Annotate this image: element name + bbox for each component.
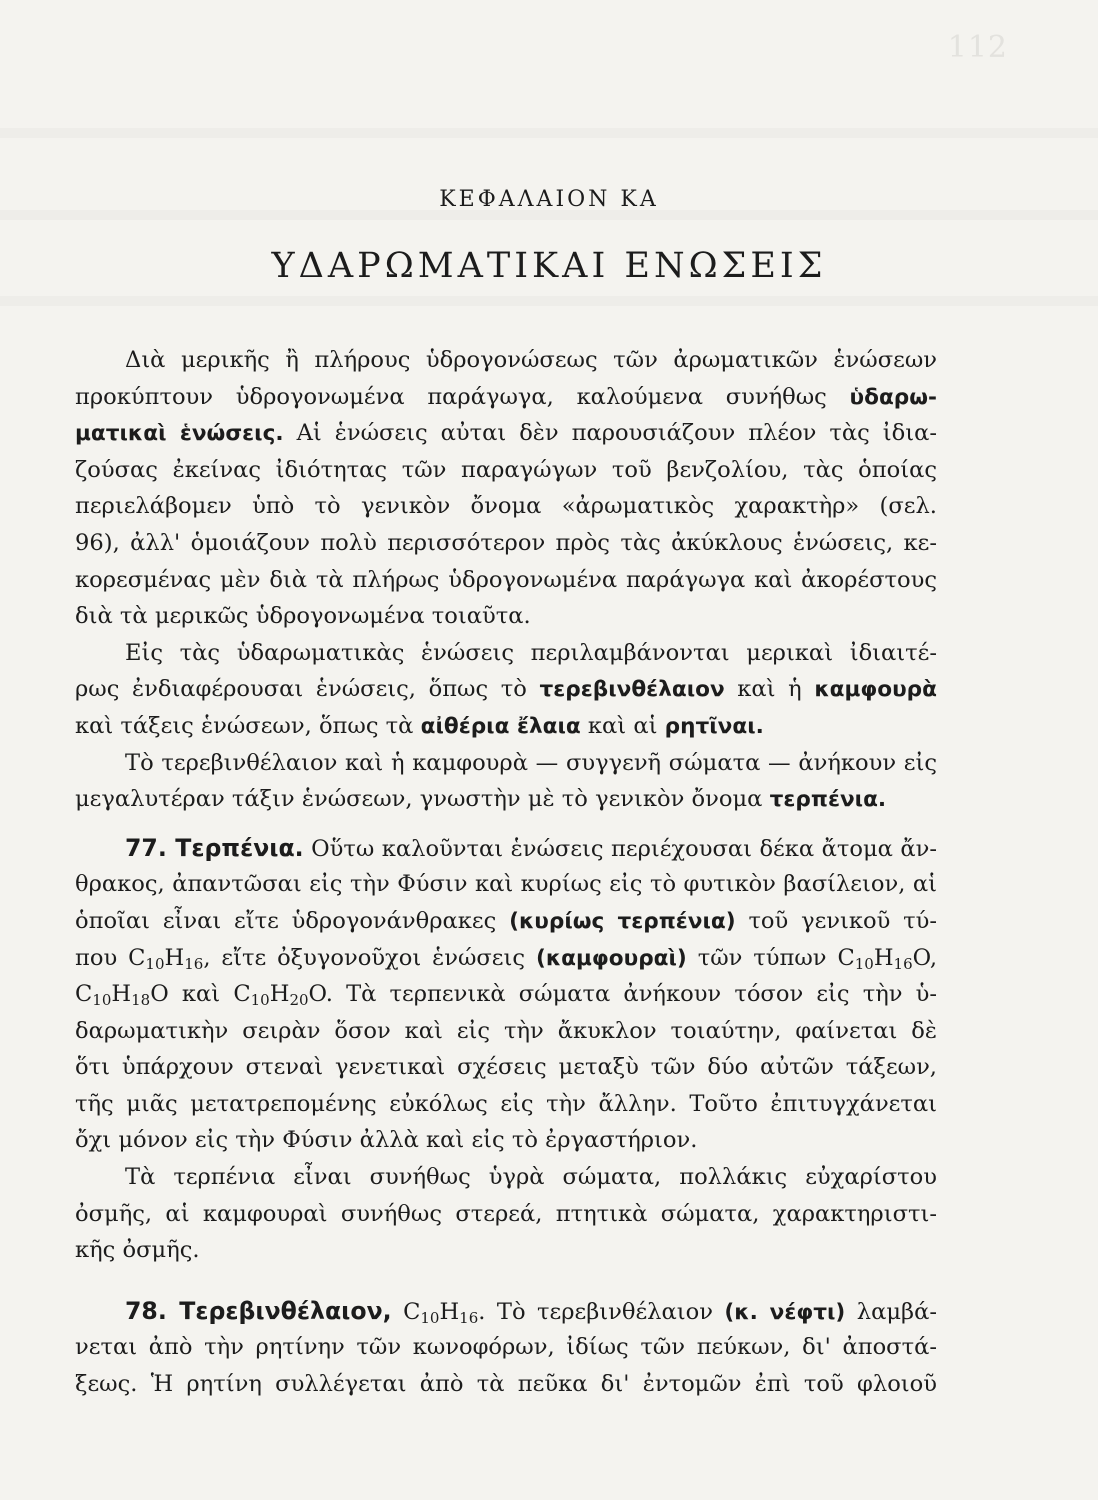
text-line: δαρωματικὴν σειρὰν ὅσον καὶ εἰς τὴν ἄκυκλον τοιαύτην, φαίνεται δὲ bbox=[75, 1017, 937, 1044]
text-line: ξεως. Ἡ ρητίνη συλλέγεται ἀπὸ τὰ πεῦκα δι' ἐντομῶν ἐπὶ τοῦ φλοιοῦ bbox=[75, 1371, 937, 1398]
bold-term: τερπένια. bbox=[769, 787, 887, 813]
text-line: Τὰ τερπένια εἶναι συνήθως ὑγρὰ σώματα, πολλάκις εὐχαρίστου bbox=[125, 1164, 937, 1191]
chemical-formula: $C_{10}H_{20}O$ bbox=[233, 981, 326, 1010]
text-line: προκύπτουν ὑδρογονωμένα παράγωγα, καλούμενα συνήθως ὑδαρω- bbox=[75, 383, 937, 410]
text-line: τῆς μιᾶς μετατρεπομένης εὐκόλως εἰς τὴν ἄλλην. Τοῦτο ἐπιτυγχάνεται bbox=[75, 1090, 937, 1117]
text-line: ὄχι μόνον εἰς τὴν Φύσιν ἀλλὰ καὶ εἰς τὸ ἐργαστήριον. bbox=[75, 1127, 698, 1154]
text-line: 77. Τερπένια. Οὕτω καλοῦνται ἑνώσεις περιέχουσαι δέκα ἄτομα ἄν- bbox=[125, 833, 937, 862]
paragraph-gap bbox=[75, 1269, 937, 1293]
paragraph-gap bbox=[75, 818, 937, 830]
text-line: καὶ τάξεις ἑνώσεων, ὅπως τὰ αἰθέρια ἔλαια καὶ αἱ ρητῖναι. bbox=[75, 712, 764, 739]
chapter-label: ΚΕΦΑΛΑΙΟΝ ΚΑ bbox=[439, 187, 659, 212]
text-line: 78. Τερεβινθέλαιον, $C_{10}H_{16}$. Τὸ τερεβινθέλαιον (κ. νέφτι) λαμβά- bbox=[125, 1296, 937, 1327]
text-line: ρως ἐνδιαφέρουσαι ἑνώσεις, ὅπως τὸ τερεβινθέλαιον καὶ ἡ καμφουρὰ bbox=[75, 676, 937, 703]
text-line: περιελάβομεν ὑπὸ τὸ γενικὸν ὄνομα «ἀρωματικὸς χαρακτὴρ» (σελ. bbox=[75, 493, 937, 520]
text-line: νεται ἀπὸ τὴν ρητίνην τῶν κωνοφόρων, ἰδίως τῶν πεύκων, δι' ἀποστά- bbox=[75, 1334, 937, 1361]
body-text bbox=[75, 342, 937, 1403]
bold-term: ματικαὶ ἑνώσεις. bbox=[75, 421, 284, 447]
text-line: ὀσμῆς, αἱ καμφουραὶ συνήθως στερεά, πτητικὰ σώματα, χαρακτηριστι- bbox=[75, 1200, 937, 1227]
bold-term: ὑδαρω- bbox=[849, 384, 937, 410]
text-line: $C_{10}H_{18}O$ καὶ $C_{10}H_{20}O$. Τὰ τερπενικὰ σώματα ἀνήκουν τόσον εἰς τὴν ὑ- bbox=[75, 981, 938, 1010]
bold-term: τερεβινθέλαιον bbox=[539, 677, 725, 703]
chemical-formula: $C_{10}H_{16}O$, bbox=[837, 944, 938, 973]
bold-term: (καμφουραὶ) bbox=[535, 945, 687, 971]
chapter-title: ΥΔΑΡΩΜΑΤΙΚΑΙ ΕΝΩΣΕΙΣ bbox=[271, 246, 827, 286]
text-line: 96), ἀλλ' ὁμοιάζουν πολὺ περισσότερον πρὸς τὰς ἀκύκλους ἑνώσεις, κε- bbox=[75, 529, 937, 556]
text-line: κῆς ὀσμῆς. bbox=[75, 1237, 200, 1264]
chemical-formula: $C_{10}H_{16}$ bbox=[403, 1298, 479, 1327]
text-line: Τὸ τερεβινθέλαιον καὶ ἡ καμφουρὰ — συγγενῆ σώματα — ἀνήκουν εἰς bbox=[125, 749, 937, 776]
bold-term: ρητῖναι. bbox=[664, 713, 764, 739]
chemical-formula: $C_{10}H_{16}$ bbox=[128, 944, 204, 973]
text-line: ὅτι ὑπάρχουν στεναὶ γενετικαὶ σχέσεις μεταξὺ τῶν δύο αὐτῶν τάξεων, bbox=[75, 1054, 937, 1081]
show-through-line bbox=[0, 128, 1098, 138]
text-line: Εἰς τὰς ὑδαρωματικὰς ἑνώσεις περιλαμβάνονται μερικαὶ ἰδιαιτέ- bbox=[125, 639, 937, 666]
show-through-line bbox=[0, 296, 1098, 306]
text-line: κορεσμένας μὲν διὰ τὰ πλήρως ὑδρογονωμένα παράγωγα καὶ ἀκορέστους bbox=[75, 566, 937, 593]
text-line: ζούσας ἐκείνας ἰδιότητας τῶν παραγώγων τοῦ βενζολίου, τὰς ὁποίας bbox=[75, 456, 937, 483]
text-line: ὁποῖαι εἶναι εἴτε ὑδρογονάνθρακες (κυρίως τερπένια) τοῦ γενικοῦ τύ- bbox=[75, 907, 937, 934]
chemical-formula: $C_{10}H_{18}O$ bbox=[75, 981, 169, 1010]
text-line: διὰ τὰ μερικῶς ὑδρογονωμένα τοιαῦτα. bbox=[75, 603, 531, 630]
page-number: 112 bbox=[947, 30, 1008, 65]
text-line: Διὰ μερικῆς ἢ πλήρους ὑδρογονώσεως τῶν ἀρωματικῶν ἑνώσεων bbox=[125, 347, 937, 373]
text-line: μεγαλυτέραν τάξιν ἑνώσεων, γνωστὴν μὲ τὸ γενικὸν ὄνομα τερπένια. bbox=[75, 786, 887, 813]
section-title-77: 77. Τερπένια. bbox=[125, 833, 304, 862]
text-line: ματικαὶ ἑνώσεις. Αἱ ἑνώσεις αὐται δὲν παρουσιάζουν πλέον τὰς ἰδια- bbox=[75, 420, 937, 447]
text-line: θρακος, ἀπαντῶσαι εἰς τὴν Φύσιν καὶ κυρίως εἰς τὸ φυτικὸν βασίλειον, αἱ bbox=[75, 871, 937, 898]
bold-term: αἰθέρια ἔλαια bbox=[420, 713, 581, 739]
bold-term: καμφουρὰ bbox=[814, 677, 937, 703]
bold-term: (κ. νέφτι) bbox=[724, 1299, 846, 1325]
bold-term: (κυρίως τερπένια) bbox=[509, 908, 736, 934]
section-title-78: 78. Τερεβινθέλαιον, bbox=[125, 1296, 392, 1325]
text-line: που $C_{10}H_{16}$, εἴτε ὀξυγονοῦχοι ἑνώσεις (καμφουραὶ) τῶν τύπων $C_{10}H_{16}O$, bbox=[75, 944, 938, 973]
